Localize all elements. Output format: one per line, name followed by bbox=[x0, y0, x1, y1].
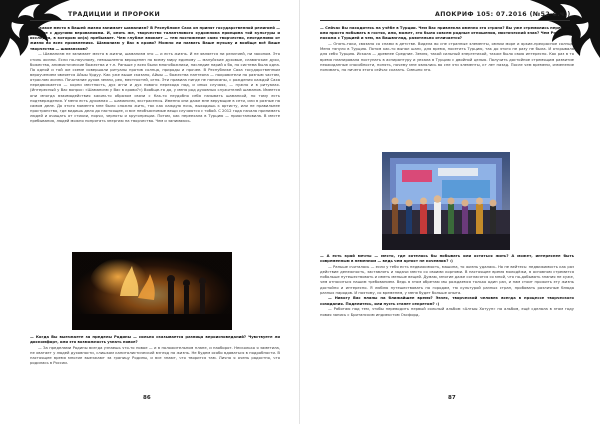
interview-question: — Никогу Вас планы на ближайшее время? Экзес, творческий человек всегда в процессе творческого созидания. Поделитесь, или пусть станет секретом? :) bbox=[320, 296, 574, 306]
page-number-left: 86 bbox=[143, 395, 151, 401]
interview-question: — А есть край мечты — место, где хотелось бы побывать или остаться жить? А может, интереснее быть современным в неменном — ведь чем артист не кочевник? :) bbox=[320, 254, 574, 264]
interview-answer: — Опять-таки, связано со снами в детстве. Видела во сне странные элементы, омнии море и яркие-прекрасное солнце. Меня тянуло в Турцию. Потом как-то выпал шанс, для время, посетить Турцию, так до этого не разу не была. И открывала для себя Турцию. Искала — древнее Средние. Земля, такой сильный энергетикой, также было свою интересно. Как раз в то время планировала поступать в аспирантуру и уехала в Турцию с двойной целью. Получить достойное стремящим развитие неожиданные способности, понять, почему мне являлись во сне эти элементы, кт лет назад. После чем времени, изменение понимать, но ничего этого сейчас сказать. Смешно это. bbox=[320, 42, 574, 72]
header-divider bbox=[320, 20, 570, 21]
article-text-bottom bbox=[30, 335, 280, 391]
interview-answer: — Раньше считалось — если у тебя есть недвижимость, машина, то жизнь удалась. Но не вейтесь: недвижимость как раз действие денежность, заставлять и задачи место со своими корнями. В настоящее время молодёжи, в основном стремится побольше путешествовать и иметь меньше вещей. Думаю, многие даже согласятся со мной, что по-добывать знания не хуже, чем относиться нашим требованием. Ведь в этом обретаю мы рождаемся только один раз, и нам стоит прожить эту жизнь достойно и интересно. Я люблю путешествовать по городам, тю культурой разных стран, пробовать различные блюда разных народов. И поэтому, со временем, у меня будет больше опыта. bbox=[320, 264, 574, 295]
issue-header: АПОКРИФ 105: 07.2016 (№52 е.ч.) bbox=[435, 11, 571, 18]
article-text-top bbox=[320, 26, 574, 148]
interview-question: — Когда Вы выезжаете за пределы Родины — сильно сказывается разница вероисповеданий? Чувствуете ли дискомфорт, или это возможность узнать новое? bbox=[30, 335, 280, 345]
stage-concert-photo bbox=[382, 152, 510, 250]
fire-performance-photo bbox=[72, 252, 232, 330]
header-divider bbox=[30, 20, 280, 21]
article-text-top bbox=[30, 26, 280, 248]
right-page bbox=[300, 0, 600, 424]
interview-answer: — Работаю над тем, чтобы переводить первый сольный альбом «Алгыы Хотуун» на альбом, ещё сделала в этом году новая запись с Британским индиекстом Оксфорд. bbox=[320, 307, 574, 317]
interview-answer: — За пределами Родины всегда узнаешь что-то новое — и в положительном плане, и наоборот. Несколько я заметила, не хватает у людей духовности, слишком капиталистический взгляд на жизнь. Не будем особо вдаваться в подробности. В настоящее время многие выезжают за границу Родины, и все знают, что творится там. Лично я очень радостно, что родилась в России. bbox=[30, 345, 280, 366]
article-text-bottom bbox=[320, 254, 574, 392]
interview-question: — А какое место в Вашей жизни занимает шаманизм? В Республике Саха он принят государственной религией — наравне с другими верованиями. И, опять же, творчество талантливого художника принципа той культуры и исследуя, в котором он(а) пребывает. Чем глубже вникает — тем постижение само творчество, неотделимо от жизни во всех проявлениях. Шаманизм у Вас в крови? Можно ли назвать Ваше музыку и вообще всё Ваше творчество — шаманским? bbox=[30, 26, 280, 51]
interview-answer: — Шаманизм не занимает места в жизни, шаманизм это — и есть жизнь. И не является ни религией, ни законом. Это стиль жизни. Если по-научному, немышленно вероценен по всему миру единому — малуйские духовые, славянские духи, божества, анимистические божества и т.п. Раньше у всех были многобожники, наследие нарий о ба, но система была одна. По одной и той же схеме совершали ритуалы против солнца, природы и прочее. В Республике Саха государственным вероучением является Айыы Урдуу. Как уже выше сказано, Айыы — божества пантеона — покровители по разным частям, отраслям жизни. Почитание духов земли, рек, местностей, огня. Эти правила нигде не написаны, с рождения каждой Саха передвижается — корни местность, дух агни и дух нового перехода над, и иных случаях, — нужно и в ритуалах. (Интересный у Вас вопрос: «Шаманизм у Вас в крови?») Вообще-то да, у меня род духовных служителей шаманов. Имеется они многда взаимодействия каким-то образом связи с Как-то неудобно себя называть шаманкой, но тому есть подтверждения. У меня есть духовная — шаманизм, экстрасенсы. Именно они даже мне верующие в сети, или в разные на самом деле. До этого момента мне было сложно жить, так как каждую ночь, выходишь к артисту, или не правильнее пространство, где видишь дело до настоящее, и все необъяснимые вещи случаются с тобой. С 2012 года начала принимать людей и очищать от стихии, порчи, черноты и кругопреции. Потом, как переехала в Турцию — приостановила. В месте пребывания, людей можно попрятать энергию на творчество. Чем и занимаюсь. bbox=[30, 52, 280, 124]
section-header: ТРАДИЦИИ И ПРОРОКИ bbox=[68, 11, 161, 18]
page-number-right: 87 bbox=[448, 395, 456, 401]
interview-question: — Сейчас Вы находитесь на учёбе в Турции. Чем Вас привлекла именно эта страна? Вы уже стремились переехать, или просто побывать в гостях, или, может, это было совсем родные отношения, мистический знак? Чем Россия так похожа с Турцией и чем, на Вашвзгляд, разительно отличается? bbox=[320, 26, 574, 41]
